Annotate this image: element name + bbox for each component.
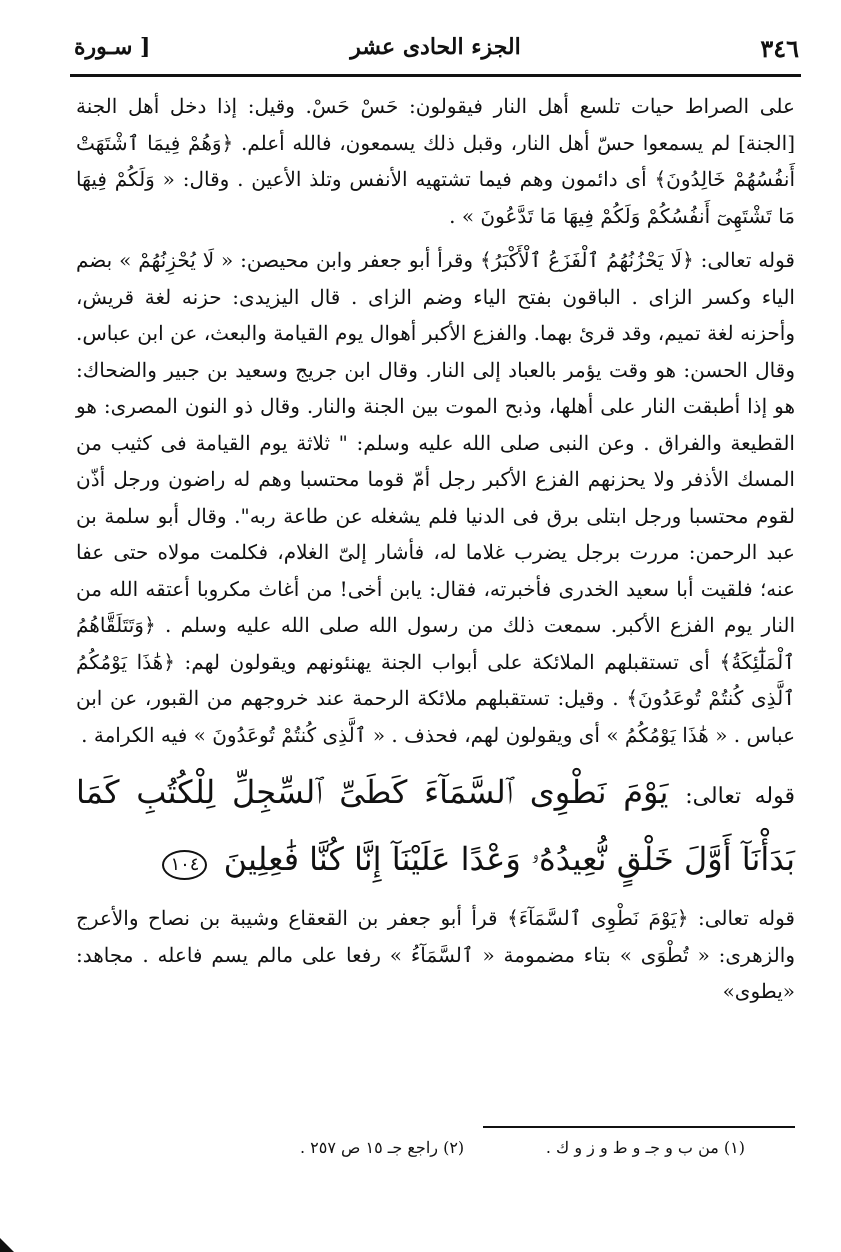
paragraph-2: قوله تعالى: ﴿لَا يَحْزُنُهُمُ ٱلْفَزَعُ ٱلْأَكْبَرُ﴾ وقرأ أبو جعفر وابن محيصن: « لَا يُحْزِنُهُمْ » بضم الياء وكسر الزاى . الباقون بفتح الياء وضم الزاى . قال اليزيدى: حزنه لغة قريش، وأحزنه لغة تميم، وقد قرئ بهما. والفزع الأكبر أهوال يوم القيامة والبعث، عن ابن عباس. وقال الحسن: هو وقت يؤمر بالعباد إلى النار. وقال ابن جريج وسعيد بن جبير والضحاك: هو إذا أطبقت النار على أهلها، وذبح الموت بين الجنة والنار. وقال ذو النون المصرى: هو القطيعة والفراق . وعن النبى صلى الله عليه وسلم: " ثلاثة يوم القيامة فى كثيب من المسك الأذفر ولا يحزنهم الفزع الأكبر رجل أمّ قوما محتسبا وهم له راضون ورجل أذّن لقوم محتسبا ورجل ابتلى برق فى الدنيا فلم يشغله عن طاعة ربه". وقال أبو سلمة بن عبد الرحمن: مررت برجل يضرب غلاما له، فأشار إلىّ الغلام، فكلمت مولاه حتى عفا عنه؛ فلقيت أبا سعيد الخدرى فأخبرته، فقال: يابن أخى! من أغاث مكروبا أعتقه الله من النار يوم الفزع الأكبر. سمعت ذلك من رسول الله صلى الله عليه وسلم . ﴿وَتَتَلَقَّاهُمُ ٱلْمَلَٰٓئِكَةُ﴾ أى تستقبلهم الملائكة على أبواب الجنة يهنئونهم ويقولون لهم: ﴿هَٰذَا يَوْمُكُمُ ٱلَّذِى كُنتُمْ تُوعَدُونَ﴾ . وقيل: تستقبلهم ملائكة الرحمة عند خروجهم من القبور، عن ابن عباس . « هَٰذَا يَوْمُكُمُ » أى ويقولون لهم، فحذف . « ٱلَّذِى كُنتُمْ تُوعَدُونَ » فيه الكرامة . (76, 248, 795, 747)
footnote-2: (٢) راجع جـ ١٥ ص ٢٥٧ . (300, 1138, 465, 1157)
page-number: ٣٤٦ (760, 34, 799, 63)
page-header (70, 30, 801, 70)
footnotes (300, 1138, 745, 1157)
surah-label: [ سـورة (74, 34, 151, 60)
footnote-rule (483, 1126, 795, 1128)
verse-number-mark: ١٠٤ (162, 850, 207, 880)
paragraph-1: على الصراط حيات تلسع أهل النار فيقولون: حَسْ حَسْ. وقيل: إذا دخل أهل الجنة [الجنة] لم يسمعوا حسّ أهل النار، وقبل ذلك يسمعون، فالله أعلم. ﴿وَهُمْ فِيمَا ٱشْتَهَتْ أَنفُسُهُمْ خَالِدُونَ﴾ أى دائمون وهم فيما تشتهيه الأنفس وتلذ الأعين . وقال: « وَلَكُمْ فِيهَا مَا تَشْتَهِىٓ أَنفُسُكُمْ وَلَكُمْ فِيهَا مَا تَدَّعُونَ » . (76, 94, 795, 228)
footnote-1: (١) من ب و جـ و ط و ز و ك . (545, 1138, 745, 1157)
page-body (76, 88, 795, 1018)
running-title: الجزء الحادى عشر (350, 34, 521, 60)
paragraph-3: قوله تعالى: ﴿يَوْمَ نَطْوِى ٱلسَّمَآءَ﴾ قرأ أبو جعفر بن القعقاع وشيبة بن نصاح والأعرج والزهرى: « تُطْوَى » بتاء مضمومة « ٱلسَّمَآءُ » رفعا على مالم يسم فاعله . مجاهد: «يطوى» (76, 906, 795, 1003)
verse-lead: قوله تعالى: (685, 784, 795, 809)
verse-text: يَوْمَ نَطْوِى ٱلسَّمَآءَ كَطَىِّ ٱلسِّجِلِّ لِلْكُتُبِ كَمَا بَدَأْنَآ أَوَّلَ خَلْقٍ نُّعِيدُهُۥ وَعْدًا عَلَيْنَآ إِنَّا كُنَّا فَٰعِلِينَ (76, 773, 795, 878)
quran-verse (76, 761, 795, 890)
scan-corner-mark (0, 1238, 14, 1252)
header-rule (70, 74, 801, 77)
